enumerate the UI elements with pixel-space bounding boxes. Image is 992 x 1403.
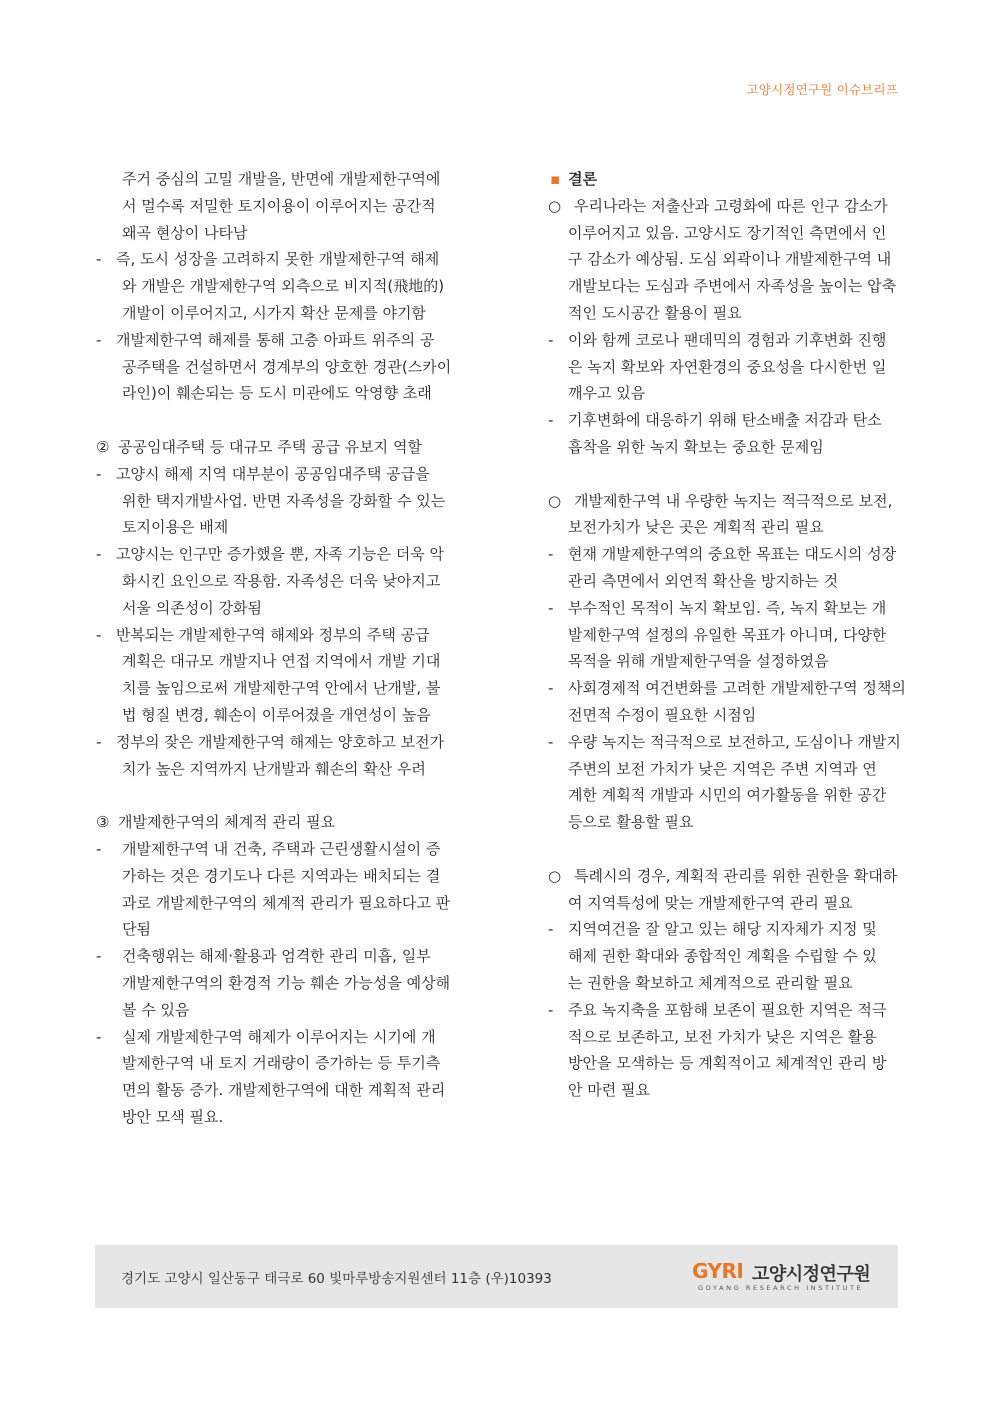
line-text: 와 개발은 개발제한구역 외측으로 비지적(飛地的) (122, 277, 445, 296)
text-line (96, 1050, 460, 1077)
number-marker: ③ (96, 813, 110, 832)
text-line (548, 997, 910, 1024)
text-line (96, 729, 460, 756)
text-line (96, 327, 460, 354)
text-line (96, 756, 460, 783)
text-line (548, 970, 910, 997)
circle-bullet: ○ (548, 196, 562, 215)
line-text: 사회경제적 여건변화를 고려한 개발제한구역 정책의 (568, 679, 906, 698)
text-line (96, 514, 460, 541)
heading-bullet: ▪ (550, 170, 561, 188)
line-text: 공공임대주택 등 대규모 주택 공급 유보지 역할 (118, 437, 422, 456)
text-line (96, 461, 460, 488)
text-line (548, 514, 910, 541)
dash-marker: - (96, 545, 102, 564)
text-line (548, 300, 910, 327)
line-text: 개발제한구역 해제를 통해 고층 아파트 위주의 공 (116, 330, 435, 349)
line-text: 주요 녹지축을 포함해 보존이 필요한 지역은 적극 (568, 1000, 887, 1019)
dash-marker: - (96, 839, 102, 858)
line-text: 방안 모색 필요. (122, 1107, 224, 1126)
line-text: 개발제한구역의 체계적 관리 필요 (118, 813, 336, 832)
text-line (96, 434, 460, 461)
line-text: 이와 함께 코로나 팬데믹의 경험과 기후변화 진행 (568, 330, 887, 349)
dash-marker: - (96, 732, 102, 751)
text-line (96, 380, 460, 407)
text-line (548, 220, 910, 247)
text-line (548, 916, 910, 943)
text-line (548, 863, 910, 890)
dash-marker: - (96, 330, 102, 349)
footer (95, 1245, 898, 1308)
line-text: 부수적인 목적이 녹지 확보임. 즉, 녹지 확보는 개 (568, 598, 887, 617)
line-text: 서 멀수록 저밀한 토지이용이 이루어지는 공간적 (122, 196, 436, 215)
line-text: 개발제한구역 내 건축, 주택과 근린생활시설이 증 (122, 839, 441, 858)
line-text: 적인 도시공간 활용이 필요 (568, 303, 742, 322)
paragraph-gap (96, 782, 460, 809)
line-text: 라인)이 훼손되는 등 도시 미관에도 악영향 초래 (122, 384, 432, 403)
logo-mark: GYRI (692, 1259, 744, 1283)
line-text: 우량 녹지는 적극적으로 보전하고, 도심이나 개발지 (568, 732, 901, 751)
text-line (96, 997, 460, 1024)
line-text: 이루어지고 있음. 고양시도 장기적인 측면에서 인 (568, 223, 887, 242)
line-text: 목적을 위해 개발제한구역을 설정하였음 (568, 652, 829, 671)
text-line (96, 220, 460, 247)
text-line (548, 1050, 910, 1077)
line-text: 왜곡 현상이 나타남 (122, 223, 248, 242)
text-line (96, 890, 460, 917)
circle-bullet: ○ (548, 491, 562, 510)
line-text: 단됨 (122, 920, 151, 939)
text-line (96, 1077, 460, 1104)
line-text: 고양시 해제 지역 대부분이 공공임대주택 공급을 (116, 464, 430, 483)
dash-marker: - (548, 598, 554, 617)
line-text: 현재 개발제한구역의 중요한 목표는 대도시의 성장 (568, 545, 897, 564)
dash-marker: - (96, 625, 102, 644)
dash-marker: - (548, 732, 554, 751)
section-heading-conclusion (548, 166, 910, 193)
text-line (548, 675, 910, 702)
line-text: 계획은 대규모 개발지나 연접 지역에서 개발 기대 (122, 652, 441, 671)
logo-name: 고양시정연구원 (752, 1264, 871, 1285)
text-line (96, 622, 460, 649)
text-line (548, 246, 910, 273)
circle-bullet: ○ (548, 866, 562, 885)
line-text: 계한 계획적 개발과 시민의 여가활동을 위한 공간 (568, 786, 887, 805)
line-text: 등으로 활용할 필요 (568, 813, 694, 832)
text-line (96, 702, 460, 729)
dash-marker: - (548, 330, 554, 349)
footer-address: 경기도 고양시 일산동구 태극로 60 빛마루방송지원센터 11층 (우)10393 (121, 1271, 552, 1287)
line-text: 특례시의 경우, 계획적 관리를 위한 권한을 확대하 (574, 866, 898, 885)
text-line (96, 568, 460, 595)
text-line (548, 488, 910, 515)
paragraph-gap (548, 836, 910, 863)
line-text: 서울 의존성이 강화됨 (122, 598, 262, 617)
line-text: 은 녹지 확보와 자연환경의 중요성을 다시한번 일 (568, 357, 887, 376)
text-line (548, 622, 910, 649)
line-text: 깨우고 있음 (568, 384, 646, 403)
text-line (96, 273, 460, 300)
line-text: 보전가치가 낮은 곳은 계획적 관리 필요 (568, 518, 824, 537)
logo-subtitle: GOYANG RESEARCH INSTITUTE (698, 1284, 864, 1292)
text-line (548, 943, 910, 970)
text-line (548, 756, 910, 783)
dash-marker: - (548, 411, 554, 430)
right-column-body (548, 193, 910, 1104)
line-text: 법 형질 변경, 훼손이 이루어졌을 개연성이 높음 (122, 705, 431, 724)
line-text: 여 지역특성에 맞는 개발제한구역 관리 필요 (568, 893, 853, 912)
line-text: 관리 측면에서 외연적 확산을 방지하는 것 (568, 571, 839, 590)
text-line (548, 809, 910, 836)
line-text: 면의 활동 증가. 개발제한구역에 대한 계획적 관리 (122, 1081, 446, 1100)
text-line (96, 246, 460, 273)
text-line (548, 890, 910, 917)
text-line (96, 836, 460, 863)
text-line (548, 595, 910, 622)
line-text: 전면적 수정이 필요한 시점임 (568, 705, 757, 724)
text-line (96, 863, 460, 890)
text-line (96, 916, 460, 943)
line-text: 치가 높은 지역까지 난개발과 훼손의 확산 우려 (122, 759, 426, 778)
text-line (96, 1024, 460, 1051)
line-text: 개발제한구역의 환경적 기능 훼손 가능성을 예상해 (122, 973, 451, 992)
line-text: 지역여건을 잘 알고 있는 해당 지자체가 지정 및 (568, 920, 877, 939)
line-text: 개발이 이루어지고, 시가지 확산 문제를 야기함 (122, 303, 426, 322)
text-line (96, 541, 460, 568)
line-text: 개발제한구역 내 우량한 녹지는 적극적으로 보전, (574, 491, 893, 510)
text-line (548, 1024, 910, 1051)
text-line (548, 354, 910, 381)
line-text: 개발보다는 도심과 주변에서 자족성을 높이는 압축 (568, 277, 897, 296)
line-text: 방안을 모색하는 등 계획적이고 체계적인 관리 방 (568, 1054, 887, 1073)
text-line (548, 193, 910, 220)
text-line (96, 1104, 460, 1131)
number-marker: ② (96, 437, 110, 456)
text-line (548, 541, 910, 568)
line-text: 는 권한을 확보하고 체계적으로 관리할 필요 (568, 973, 853, 992)
line-text: 고양시는 인구만 증가했을 뿐, 자족 기능은 더욱 악 (116, 545, 444, 564)
text-line (96, 166, 460, 193)
line-text: 과로 개발제한구역의 체계적 관리가 필요하다고 판 (122, 893, 451, 912)
heading-text: 결론 (568, 170, 598, 188)
text-line (96, 943, 460, 970)
line-text: 공주택을 건설하면서 경계부의 양호한 경관(스카이 (122, 357, 452, 376)
text-line (96, 809, 460, 836)
dash-marker: - (548, 1000, 554, 1019)
header-tag: 고양시정연구원 이슈브리프 (746, 82, 898, 97)
text-line (548, 1077, 910, 1104)
line-text: 주거 중심의 고밀 개발을, 반면에 개발제한구역에 (122, 170, 441, 188)
line-text: 화시킨 요인으로 작용함. 자족성은 더욱 낮아지고 (122, 571, 441, 590)
text-line (548, 782, 910, 809)
right-column (548, 166, 910, 1104)
text-line (548, 702, 910, 729)
line-text: 구 감소가 예상됨. 도심 외곽이나 개발제한구역 내 (568, 250, 892, 269)
line-text: 위한 택지개발사업. 반면 자족성을 강화할 수 있는 (122, 491, 446, 510)
line-text: 정부의 잦은 개발제한구역 해제는 양호하고 보전가 (116, 732, 445, 751)
text-line (96, 648, 460, 675)
line-text: 발제한구역 내 토지 거래량이 증가하는 등 투기측 (122, 1054, 441, 1073)
line-text: 토지이용은 배제 (122, 518, 229, 537)
line-text: 치를 높임으로써 개발제한구역 안에서 난개발, 불 (122, 679, 441, 698)
line-text: 적으로 보존하고, 보전 가치가 낮은 지역은 활용 (568, 1027, 877, 1046)
line-text: 반복되는 개발제한구역 해제와 정부의 주택 공급 (116, 625, 430, 644)
text-line (548, 380, 910, 407)
dash-marker: - (548, 679, 554, 698)
text-line (548, 648, 910, 675)
paragraph-gap (548, 461, 910, 488)
text-line (548, 407, 910, 434)
text-line (96, 300, 460, 327)
line-text: 건축행위는 해제·활용과 엄격한 관리 미흡, 일부 (122, 947, 431, 966)
dash-marker: - (96, 1027, 102, 1046)
dash-marker: - (548, 920, 554, 939)
text-line (96, 675, 460, 702)
line-text: 해제 권한 확대와 종합적인 계획을 수립할 수 있 (568, 947, 877, 966)
line-text: 실제 개발제한구역 해제가 이루어지는 시기에 개 (122, 1027, 436, 1046)
paragraph-gap (96, 407, 460, 434)
dash-marker: - (548, 545, 554, 564)
text-line (96, 354, 460, 381)
text-line (96, 970, 460, 997)
text-line (548, 729, 910, 756)
line-text: 주변의 보전 가치가 낮은 지역은 주변 지역과 연 (568, 759, 877, 778)
line-text: 안 마련 필요 (568, 1081, 650, 1100)
left-column (96, 166, 460, 1131)
line-text: 볼 수 있음 (122, 1000, 190, 1019)
text-line (548, 273, 910, 300)
dash-marker: - (96, 464, 102, 483)
institute-logo (692, 1259, 872, 1295)
text-line (96, 595, 460, 622)
line-text: 가하는 것은 경기도나 다른 지역과는 배치되는 결 (122, 866, 441, 885)
text-line (96, 488, 460, 515)
line-text: 기후변화에 대응하기 위해 탄소배출 저감과 탄소 (568, 411, 882, 430)
line-text: 우리나라는 저출산과 고령화에 따른 인구 감소가 (574, 196, 888, 215)
text-line (548, 434, 910, 461)
text-line (548, 568, 910, 595)
line-text: 발제한구역 설정의 유일한 목표가 아니며, 다양한 (568, 625, 887, 644)
text-line (548, 327, 910, 354)
dash-marker: - (96, 250, 102, 269)
line-text: 흡착을 위한 녹지 확보는 중요한 문제임 (568, 437, 824, 456)
text-line (96, 193, 460, 220)
dash-marker: - (96, 947, 102, 966)
line-text: 즉, 도시 성장을 고려하지 못한 개발제한구역 해제 (116, 250, 440, 269)
